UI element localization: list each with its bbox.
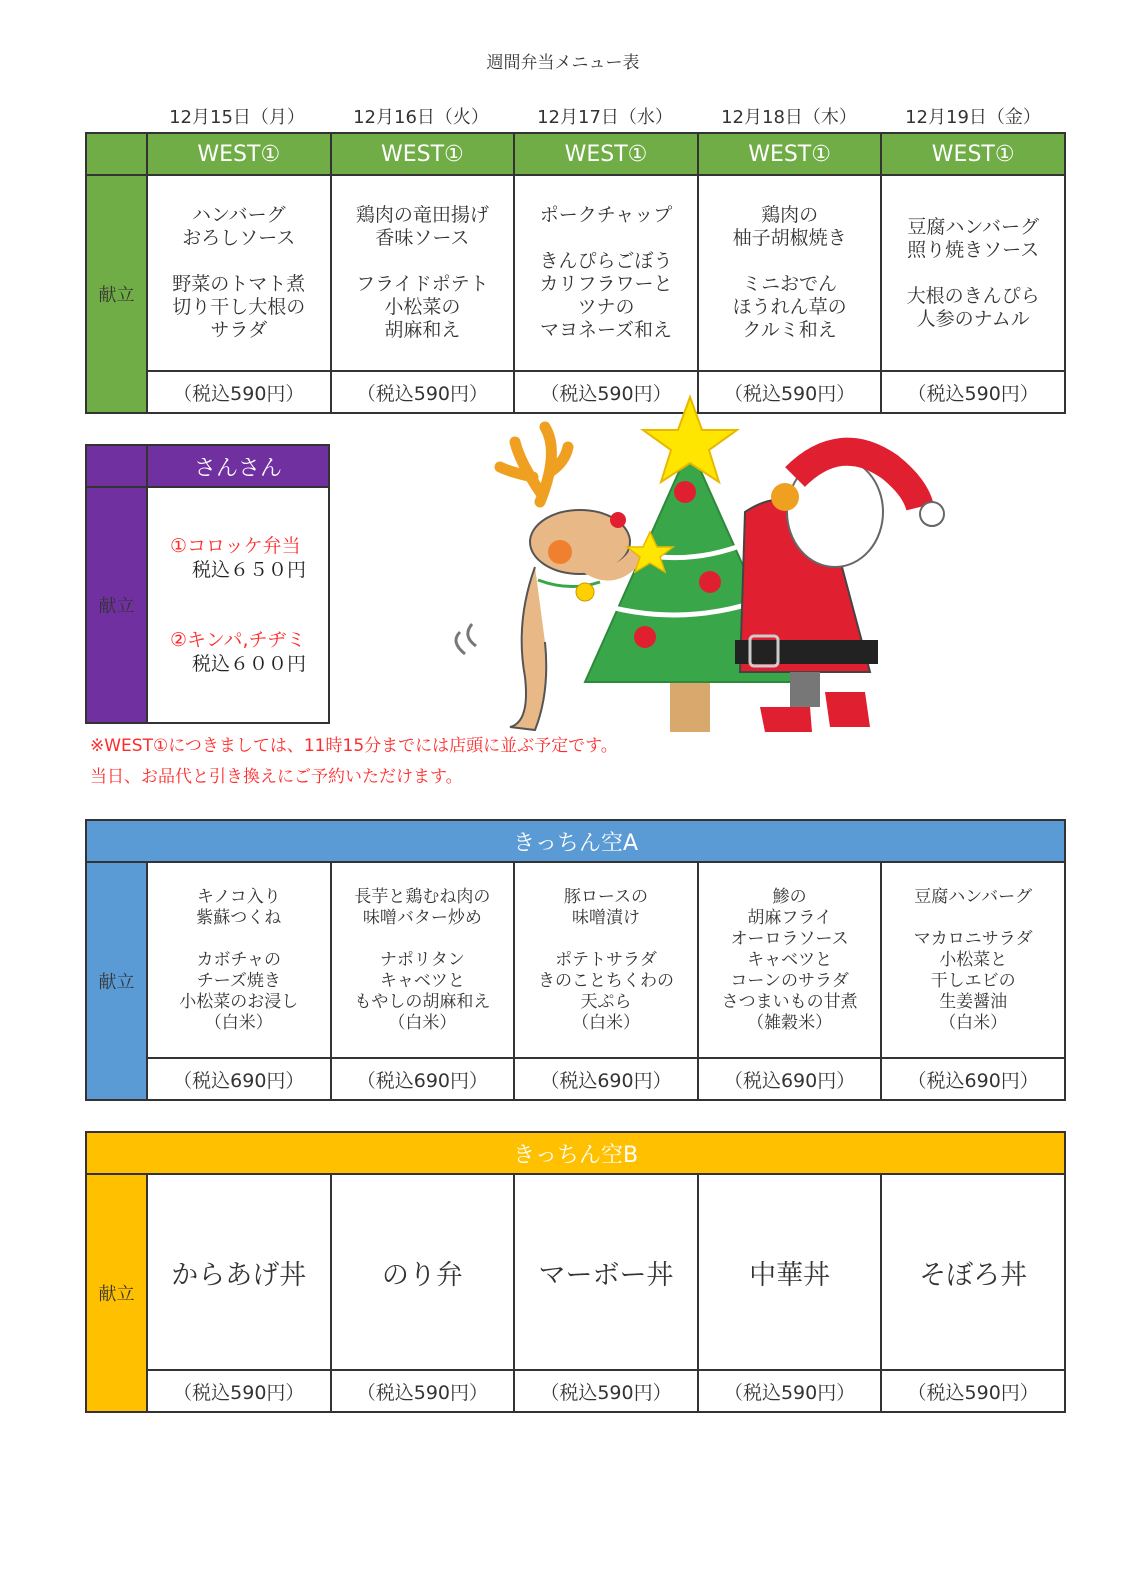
kitchen-a-row-label: 献立 [86, 862, 147, 1100]
sansan-row-label: 献立 [86, 487, 147, 723]
west-menu-item: ポークチャップ きんぴらごぼう カリフラワーと ツナの マヨネーズ和え [514, 175, 698, 371]
kitchen-b-menu-table [85, 1131, 1066, 1413]
kitchen-a-menu-item: 鯵の 胡麻フライ オーロラソース キャベツと コーンのサラダ さつまいもの甘煮 （雑穀米） [698, 862, 882, 1058]
tree-trunk [670, 677, 710, 732]
reservation-note-2: 当日、お品代と引き換えにご予約いただけます。 [90, 767, 463, 787]
sansan-item1-name: ①コロッケ弁当 [170, 535, 301, 557]
kitchen-b-row-label: 献立 [86, 1174, 147, 1412]
west-price: （税込590円） [331, 371, 515, 413]
sansan-body [147, 487, 329, 723]
kitchen-a-menu-table [85, 819, 1066, 1101]
kitchen-a-menu-item: 豚ロースの 味噌漬け ポテトサラダ きのことちくわの 天ぷら （白米） [514, 862, 698, 1058]
sansan-item2-price: 税込６００円 [192, 653, 307, 675]
kitchen-b-price: （税込590円） [881, 1370, 1065, 1412]
west-menu-item: 豆腐ハンバーグ 照り焼きソース 大根のきんぴら 人参のナムル [881, 175, 1065, 371]
west-menu-item: 鶏肉の 柚子胡椒焼き ミニおでん ほうれん草の クルミ和え [698, 175, 882, 371]
west-menu-item: ハンバーグ おろしソース 野菜のトマト煮 切り干し大根の サラダ [147, 175, 331, 371]
kitchen-b-price: （税込590円） [698, 1370, 882, 1412]
page-title: 週間弁当メニュー表 [486, 53, 640, 73]
kitchen-b-menu-item: のり弁 [331, 1174, 515, 1370]
west-price: （税込590円） [698, 371, 882, 413]
kitchen-b-price: （税込590円） [147, 1370, 331, 1412]
kitchen-b-menu-item: そぼろ丼 [881, 1174, 1065, 1370]
kitchen-a-price: （税込690円） [514, 1058, 698, 1100]
west-header: WEST① [147, 133, 331, 175]
date-fri: 12月19日（金） [905, 107, 1041, 128]
kitchen-a-menu-item: 豆腐ハンバーグ マカロニサラダ 小松菜と 干しエビの 生姜醤油 （白米） [881, 862, 1065, 1058]
west-price: （税込590円） [147, 371, 331, 413]
west-corner [86, 133, 147, 175]
date-row [148, 103, 1080, 131]
west-menu-table [85, 132, 1066, 414]
west-header: WEST① [881, 133, 1065, 175]
kitchen-b-menu-item: からあげ丼 [147, 1174, 331, 1370]
kitchen-a-price: （税込690円） [698, 1058, 882, 1100]
kitchen-a-menu-item: キノコ入り 紫蘇つくね カボチャの チーズ焼き 小松菜のお浸し （白米） [147, 862, 331, 1058]
west-header: WEST① [698, 133, 882, 175]
kitchen-b-price: （税込590円） [514, 1370, 698, 1412]
date-thu: 12月18日（木） [721, 107, 857, 128]
west-header: WEST① [331, 133, 515, 175]
kitchen-a-header: きっちん空A [86, 820, 1065, 862]
kitchen-a-price: （税込690円） [881, 1058, 1065, 1100]
christmas-illustration [440, 392, 960, 740]
west-row-label: 献立 [86, 175, 147, 413]
santa-icon [735, 452, 944, 732]
kitchen-a-menu-item: 長芋と鶏むね肉の 味噌バター炒め ナポリタン キャベツと もやしの胡麻和え （白米） [331, 862, 515, 1058]
west-menu-item: 鶏肉の竜田揚げ 香味ソース フライドポテト 小松菜の 胡麻和え [331, 175, 515, 371]
reservation-note-1: ※WEST①につきましては、11時15分までには店頭に並ぶ予定です。 [90, 736, 618, 756]
kitchen-b-price: （税込590円） [331, 1370, 515, 1412]
date-wed: 12月17日（水） [537, 107, 673, 128]
west-price: （税込590円） [881, 371, 1065, 413]
kitchen-a-price: （税込690円） [331, 1058, 515, 1100]
west-price: （税込590円） [514, 371, 698, 413]
sansan-menu-table [85, 444, 330, 724]
sansan-corner [86, 445, 147, 487]
kitchen-b-header: きっちん空B [86, 1132, 1065, 1174]
kitchen-b-menu-item: 中華丼 [698, 1174, 882, 1370]
date-tue: 12月16日（火） [353, 107, 489, 128]
kitchen-b-menu-item: マーボー丼 [514, 1174, 698, 1370]
sansan-item2-name: ②キンパ,チヂミ [170, 629, 306, 651]
sansan-item1-price: 税込６５０円 [192, 559, 307, 581]
kitchen-a-price: （税込690円） [147, 1058, 331, 1100]
west-header: WEST① [514, 133, 698, 175]
date-mon: 12月15日（月） [169, 107, 305, 128]
sansan-header: さんさん [147, 445, 329, 487]
